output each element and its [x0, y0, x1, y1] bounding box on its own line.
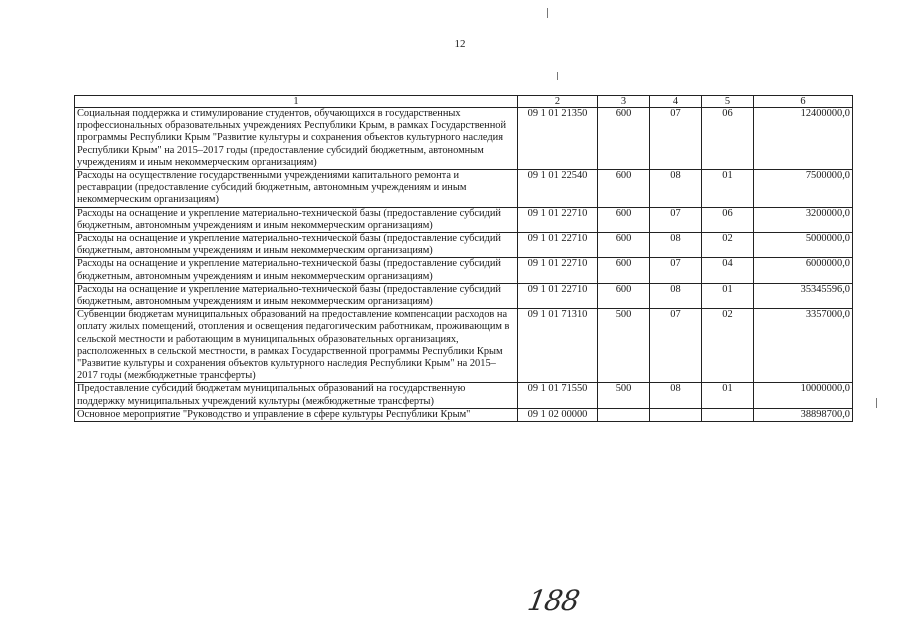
row-col4: 07 [650, 258, 702, 283]
row-col5: 02 [702, 233, 754, 258]
row-col3: 600 [598, 108, 650, 170]
row-code: 09 1 01 71550 [518, 383, 598, 408]
row-description: Субвенции бюджетам муниципальных образований на предоставление компенсации расходов на оплату жилых помещений, отопления и освещения педагогическим работникам, проживающим в сельской местности и работающим в муниципальных образовательных организациях, расположенных в сельской местности, в рамках Государственной программы Республики Крым "Развитие культуры и сохранения объектов культурного наследия Республики Крым" на 2015–2017 годы (межбюджетные трансферты) [75, 309, 518, 383]
column-header: 1 [75, 96, 518, 108]
row-col5: 01 [702, 170, 754, 208]
row-description: Расходы на оснащение и укрепление материально-технической базы (предоставление субсидий бюджетным, автономным учреждениям и иным некоммерческим организациям) [75, 207, 518, 232]
row-description: Расходы на оснащение и укрепление материально-технической базы (предоставление субсидий бюджетным, автономным учреждениям и иным некоммерческим организациям) [75, 283, 518, 308]
scan-speck [557, 72, 558, 80]
row-code: 09 1 01 22710 [518, 283, 598, 308]
row-col4: 08 [650, 383, 702, 408]
column-header: 5 [702, 96, 754, 108]
row-col3 [598, 408, 650, 421]
row-amount: 6000000,0 [754, 258, 853, 283]
row-col5: 01 [702, 283, 754, 308]
row-col4: 08 [650, 170, 702, 208]
row-col5: 02 [702, 309, 754, 383]
row-col5: 01 [702, 383, 754, 408]
table-row [75, 170, 853, 208]
row-col3: 600 [598, 170, 650, 208]
row-amount: 3200000,0 [754, 207, 853, 232]
row-code: 09 1 01 22540 [518, 170, 598, 208]
row-amount: 12400000,0 [754, 108, 853, 170]
handwritten-note: 188 [525, 584, 582, 617]
row-col3: 500 [598, 383, 650, 408]
row-code: 09 1 01 21350 [518, 108, 598, 170]
row-amount: 10000000,0 [754, 383, 853, 408]
row-col3: 500 [598, 309, 650, 383]
row-col4: 07 [650, 108, 702, 170]
table-row [75, 207, 853, 232]
table-row [75, 309, 853, 383]
row-amount: 3357000,0 [754, 309, 853, 383]
column-header: 3 [598, 96, 650, 108]
header-row [75, 96, 853, 108]
row-col3: 600 [598, 233, 650, 258]
scan-speck [547, 8, 548, 18]
row-amount: 38898700,0 [754, 408, 853, 421]
row-description: Расходы на оснащение и укрепление материально-технической базы (предоставление субсидий бюджетным, автономным учреждениям и иным некоммерческим организациям) [75, 258, 518, 283]
budget-table [74, 95, 853, 422]
row-col5: 06 [702, 207, 754, 232]
row-col5 [702, 408, 754, 421]
row-amount: 35345596,0 [754, 283, 853, 308]
row-col3: 600 [598, 207, 650, 232]
row-col4: 07 [650, 309, 702, 383]
table-row [75, 383, 853, 408]
row-description: Социальная поддержка и стимулирование студентов, обучающихся в государственных профессиональных образовательных учреждениях Республики Крым, в рамках Государственной программы Республики Крым "Развитие культуры и сохранения объектов культурного наследия Республики Крым" на 2015–2017 годы (предоставление субсидий бюджетным, автономным учреждениям и иным некоммерческим организациям) [75, 108, 518, 170]
table-row [75, 108, 853, 170]
row-col5: 04 [702, 258, 754, 283]
table-row [75, 233, 853, 258]
row-col4: 07 [650, 207, 702, 232]
row-col4 [650, 408, 702, 421]
scan-speck [876, 398, 877, 408]
row-col4: 08 [650, 283, 702, 308]
row-col3: 600 [598, 258, 650, 283]
row-amount: 5000000,0 [754, 233, 853, 258]
row-code: 09 1 01 71310 [518, 309, 598, 383]
row-code: 09 1 01 22710 [518, 258, 598, 283]
row-col4: 08 [650, 233, 702, 258]
row-col5: 06 [702, 108, 754, 170]
row-code: 09 1 02 00000 [518, 408, 598, 421]
column-header: 2 [518, 96, 598, 108]
row-code: 09 1 01 22710 [518, 233, 598, 258]
row-code: 09 1 01 22710 [518, 207, 598, 232]
row-description: Расходы на осуществление государственными учреждениями капитального ремонта и реставрации (предоставление субсидий бюджетным, автономным учреждениям и иным некоммерческим организациям) [75, 170, 518, 208]
row-description: Предоставление субсидий бюджетам муниципальных образований на государственную поддержку муниципальных учреждений культуры (межбюджетные трансферты) [75, 383, 518, 408]
table-row [75, 258, 853, 283]
page-number: 12 [454, 38, 466, 50]
row-amount: 7500000,0 [754, 170, 853, 208]
column-header: 6 [754, 96, 853, 108]
row-col3: 600 [598, 283, 650, 308]
table-row [75, 408, 853, 421]
column-header: 4 [650, 96, 702, 108]
table-row [75, 283, 853, 308]
row-description: Расходы на оснащение и укрепление материально-технической базы (предоставление субсидий бюджетным, автономным учреждениям и иным некоммерческим организациям) [75, 233, 518, 258]
row-description: Основное мероприятие "Руководство и управление в сфере культуры Республики Крым" [75, 408, 518, 421]
